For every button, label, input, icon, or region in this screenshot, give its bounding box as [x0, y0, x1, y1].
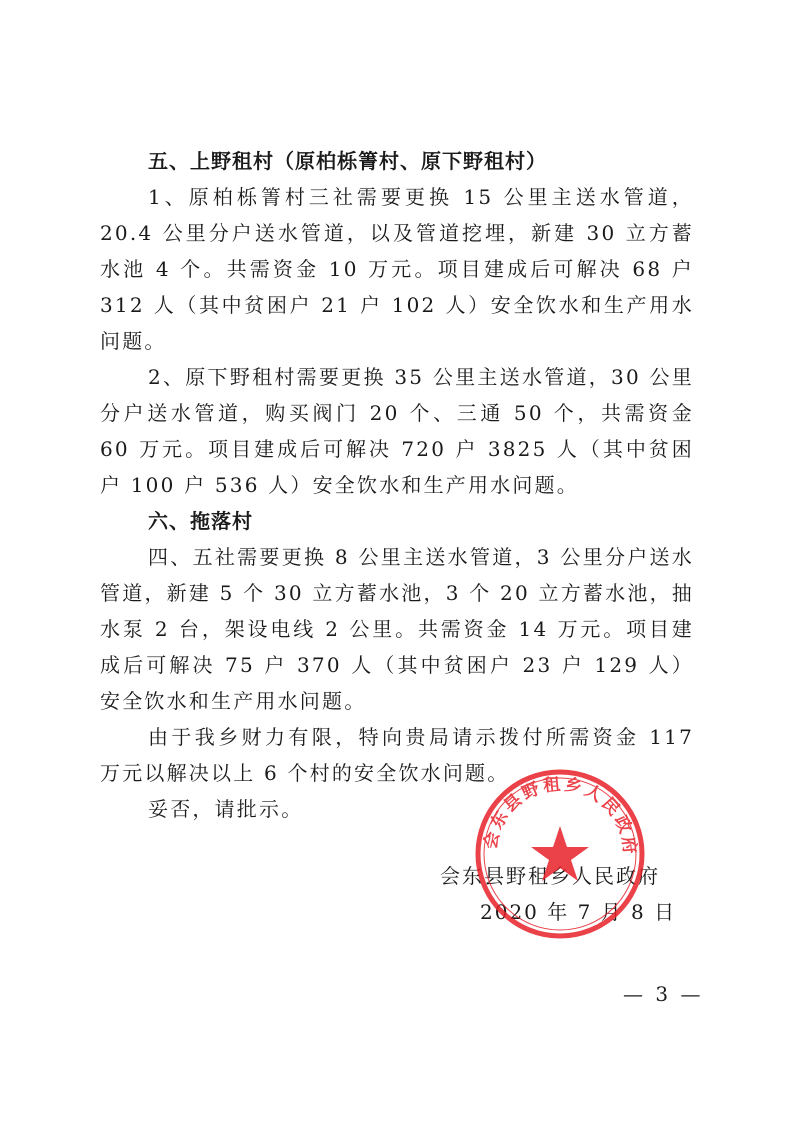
paragraph-tuoluo: 四、五社需要更换 8 公里主送水管道，3 公里分户送水管道，新建 5 个 30 立方蓄水池，3 个 20 立方蓄水池，抽水泵 2 台，架设电线 2 公里。共需资金 14 万元。项目建成后可解决 75 户 370 人（其中贫困户 23 户 129 人）安全饮水和生产用水问题。	[100, 545, 694, 713]
svg-text:会东县野租乡人民政府: 会东县野租乡人民政府	[480, 774, 640, 858]
page-number: — 3 —	[623, 982, 704, 1006]
signature-date: 2020 年 7 月 8 日	[480, 900, 677, 924]
official-seal-icon	[474, 768, 646, 940]
paragraph-funding-request: 由于我乡财力有限，特向贵局请示拨付所需资金 117 万元以解决以上 6 个村的安全饮水问题。	[100, 725, 694, 785]
paragraph-baili-jing: 1、原柏栎箐村三社需要更换 15 公里主送水管道，20.4 公里分户送水管道，以及管道挖埋，新建 30 立方蓄水池 4 个。共需资金 10 万元。项目建成后可解决 68 户 312 人（其中贫困户 21 户 102 人）安全饮水和生产用水问题。	[100, 185, 694, 353]
section-heading-shangyezu: 五、上野租村（原柏栎箐村、原下野租村）	[148, 149, 547, 173]
document-body	[100, 143, 694, 827]
signature-organization: 会东县野租乡人民政府	[440, 864, 660, 888]
paragraph-xiayezu: 2、原下野租村需要更换 35 公里主送水管道，30 公里分户送水管道，购买阀门 20 个、三通 50 个，共需资金 60 万元。项目建成后可解决 720 户 3825 人（其中贫困户 100 户 536 人）安全饮水和生产用水问题。	[100, 365, 694, 497]
paragraph-sign-off: 妥否，请批示。	[148, 797, 304, 821]
section-heading-tuoluo: 六、拖落村	[148, 509, 253, 533]
